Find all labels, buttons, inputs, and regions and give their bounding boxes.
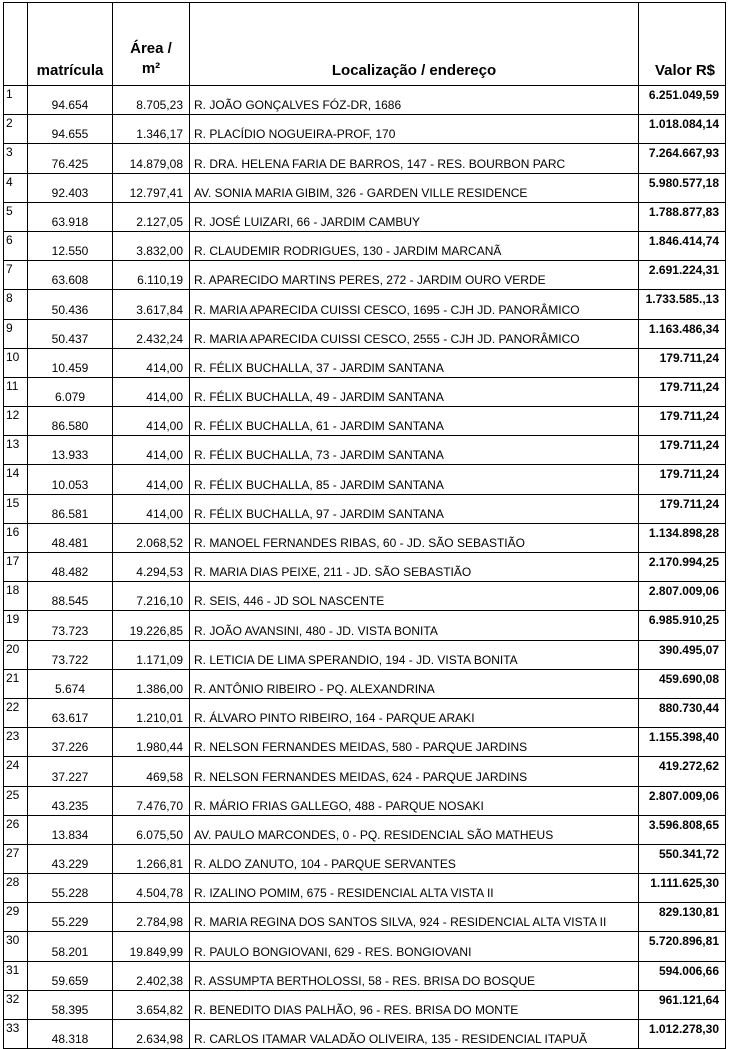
row-number: 3: [4, 144, 28, 173]
area-cell: 414,00: [113, 494, 190, 523]
table-row: [4, 961, 726, 990]
valor-cell: 179.711,24: [639, 377, 726, 406]
row-number: 23: [4, 728, 28, 757]
row-number: 7: [4, 261, 28, 290]
matricula-cell: 48.482: [28, 553, 113, 582]
localizacao-cell: R. MARIA APARECIDA CUISSI CESCO, 1695 - CJH JD. PANORÂMICO: [190, 290, 639, 319]
valor-cell: 179.711,24: [639, 494, 726, 523]
area-cell: 1.346,17: [113, 115, 190, 144]
table-row: [4, 86, 726, 115]
matricula-cell: 50.436: [28, 290, 113, 319]
row-number: 4: [4, 173, 28, 202]
row-number: 27: [4, 844, 28, 873]
table-row: [4, 669, 726, 698]
matricula-cell: 58.201: [28, 932, 113, 961]
table-row: [4, 436, 726, 465]
table-row: [4, 786, 726, 815]
row-number: 1: [4, 86, 28, 115]
matricula-cell: 10.053: [28, 465, 113, 494]
row-number: 2: [4, 115, 28, 144]
valor-cell: 594.006,66: [639, 961, 726, 990]
valor-cell: 1.018.084,14: [639, 115, 726, 144]
area-cell: 2.068,52: [113, 523, 190, 552]
matricula-cell: 13.933: [28, 436, 113, 465]
localizacao-cell: R. MÁRIO FRIAS GALLEGO, 488 - PARQUE NOSAKI: [190, 786, 639, 815]
area-cell: 2.402,38: [113, 961, 190, 990]
area-cell: 3.832,00: [113, 231, 190, 260]
localizacao-cell: AV. PAULO MARCONDES, 0 - PQ. RESIDENCIAL SÃO MATHEUS: [190, 815, 639, 844]
row-number: 13: [4, 436, 28, 465]
header-valor: Valor R$: [639, 3, 726, 86]
area-cell: 1.980,44: [113, 728, 190, 757]
matricula-cell: 94.655: [28, 115, 113, 144]
valor-cell: 5.720.896,81: [639, 932, 726, 961]
matricula-cell: 59.659: [28, 961, 113, 990]
row-number: 20: [4, 640, 28, 669]
localizacao-cell: R. FÉLIX BUCHALLA, 49 - JARDIM SANTANA: [190, 377, 639, 406]
matricula-cell: 43.229: [28, 844, 113, 873]
area-cell: 414,00: [113, 465, 190, 494]
matricula-cell: 10.459: [28, 348, 113, 377]
row-number: 11: [4, 377, 28, 406]
table-row: [4, 319, 726, 348]
matricula-cell: 76.425: [28, 144, 113, 173]
localizacao-cell: R. IZALINO POMIM, 675 - RESIDENCIAL ALTA VISTA II: [190, 874, 639, 903]
area-cell: 19.226,85: [113, 611, 190, 640]
table-row: [4, 815, 726, 844]
localizacao-cell: R. JOSÉ LUIZARI, 66 - JARDIM CAMBUY: [190, 202, 639, 231]
localizacao-cell: R. CLAUDEMIR RODRIGUES, 130 - JARDIM MARCANÃ: [190, 231, 639, 260]
matricula-cell: 73.722: [28, 640, 113, 669]
valor-cell: 961.121,64: [639, 990, 726, 1019]
area-cell: 1.266,81: [113, 844, 190, 873]
matricula-cell: 12.550: [28, 231, 113, 260]
localizacao-cell: R. JOÃO GONÇALVES FÓZ-DR, 1686: [190, 86, 639, 115]
row-number: 5: [4, 202, 28, 231]
area-cell: 414,00: [113, 407, 190, 436]
valor-cell: 829.130,81: [639, 903, 726, 932]
table-row: [4, 990, 726, 1019]
localizacao-cell: R. MARIA REGINA DOS SANTOS SILVA, 924 - RESIDENCIAL ALTA VISTA II: [190, 903, 639, 932]
row-number: 16: [4, 523, 28, 552]
matricula-cell: 50.437: [28, 319, 113, 348]
valor-cell: 179.711,24: [639, 465, 726, 494]
valor-cell: 2.807.009,06: [639, 582, 726, 611]
row-number: 8: [4, 290, 28, 319]
valor-cell: 1.163.486,34: [639, 319, 726, 348]
row-number: 9: [4, 319, 28, 348]
table-row: [4, 582, 726, 611]
matricula-cell: 92.403: [28, 173, 113, 202]
localizacao-cell: R. MARIA APARECIDA CUISSI CESCO, 2555 - CJH JD. PANORÂMICO: [190, 319, 639, 348]
localizacao-cell: R. ASSUMPTA BERTHOLOSSI, 58 - RES. BRISA DO BOSQUE: [190, 961, 639, 990]
area-cell: 19.849,99: [113, 932, 190, 961]
valor-cell: 6.251.049,59: [639, 86, 726, 115]
table-row: [4, 844, 726, 873]
table-row: [4, 115, 726, 144]
area-cell: 2.432,24: [113, 319, 190, 348]
area-cell: 3.617,84: [113, 290, 190, 319]
localizacao-cell: R. NELSON FERNANDES MEIDAS, 580 - PARQUE JARDINS: [190, 728, 639, 757]
table-row: [4, 874, 726, 903]
area-cell: 2.634,98: [113, 1020, 190, 1049]
table-body: [4, 86, 726, 1049]
localizacao-cell: R. NELSON FERNANDES MEIDAS, 624 - PARQUE JARDINS: [190, 757, 639, 786]
matricula-cell: 48.318: [28, 1020, 113, 1049]
area-cell: 2.127,05: [113, 202, 190, 231]
matricula-cell: 6.079: [28, 377, 113, 406]
row-number: 29: [4, 903, 28, 932]
matricula-cell: 37.226: [28, 728, 113, 757]
valor-cell: 3.596.808,65: [639, 815, 726, 844]
matricula-cell: 86.580: [28, 407, 113, 436]
valor-cell: 459.690,08: [639, 669, 726, 698]
header-localizacao: Localização / endereço: [190, 3, 639, 86]
matricula-cell: 58.395: [28, 990, 113, 1019]
matricula-cell: 63.608: [28, 261, 113, 290]
table-row: [4, 494, 726, 523]
header-area: [113, 3, 190, 86]
valor-cell: 1.733.585.,13: [639, 290, 726, 319]
localizacao-cell: R. ALDO ZANUTO, 104 - PARQUE SERVANTES: [190, 844, 639, 873]
table-row: [4, 728, 726, 757]
matricula-cell: 43.235: [28, 786, 113, 815]
localizacao-cell: R. FÉLIX BUCHALLA, 37 - JARDIM SANTANA: [190, 348, 639, 377]
localizacao-cell: AV. SONIA MARIA GIBIM, 326 - GARDEN VILLE RESIDENCE: [190, 173, 639, 202]
localizacao-cell: R. MARIA DIAS PEIXE, 211 - JD. SÃO SEBASTIÃO: [190, 553, 639, 582]
table-row: [4, 377, 726, 406]
table-row: [4, 903, 726, 932]
valor-cell: 1.111.625,30: [639, 874, 726, 903]
row-number: 24: [4, 757, 28, 786]
row-number: 31: [4, 961, 28, 990]
valor-cell: 179.711,24: [639, 436, 726, 465]
localizacao-cell: R. LETICIA DE LIMA SPERANDIO, 194 - JD. VISTA BONITA: [190, 640, 639, 669]
table-row: [4, 261, 726, 290]
localizacao-cell: R. DRA. HELENA FARIA DE BARROS, 147 - RES. BOURBON PARC: [190, 144, 639, 173]
localizacao-cell: R. ANTÔNIO RIBEIRO - PQ. ALEXANDRINA: [190, 669, 639, 698]
table-row: [4, 290, 726, 319]
localizacao-cell: R. FÉLIX BUCHALLA, 97 - JARDIM SANTANA: [190, 494, 639, 523]
valor-cell: 1.012.278,30: [639, 1020, 726, 1049]
row-number: 18: [4, 582, 28, 611]
property-table: [3, 2, 726, 1049]
table-row: [4, 698, 726, 727]
row-number: 30: [4, 932, 28, 961]
area-cell: 4.294,53: [113, 553, 190, 582]
area-cell: 4.504,78: [113, 874, 190, 903]
localizacao-cell: R. BENEDITO DIAS PALHÃO, 96 - RES. BRISA DO MONTE: [190, 990, 639, 1019]
row-number: 28: [4, 874, 28, 903]
valor-cell: 550.341,72: [639, 844, 726, 873]
row-number: 22: [4, 698, 28, 727]
valor-cell: 1.134.898,28: [639, 523, 726, 552]
header-area-line1: Área /: [130, 40, 172, 57]
area-cell: 6.110,19: [113, 261, 190, 290]
area-cell: 7.216,10: [113, 582, 190, 611]
localizacao-cell: R. CARLOS ITAMAR VALADÃO OLIVEIRA, 135 - RESIDENCIAL ITAPUÃ: [190, 1020, 639, 1049]
matricula-cell: 37.227: [28, 757, 113, 786]
area-cell: 12.797,41: [113, 173, 190, 202]
valor-cell: 1.846.414,74: [639, 231, 726, 260]
localizacao-cell: R. PLACÍDIO NOGUEIRA-PROF, 170: [190, 115, 639, 144]
localizacao-cell: R. ÁLVARO PINTO RIBEIRO, 164 - PARQUE ARAKI: [190, 698, 639, 727]
localizacao-cell: R. FÉLIX BUCHALLA, 73 - JARDIM SANTANA: [190, 436, 639, 465]
matricula-cell: 55.228: [28, 874, 113, 903]
matricula-cell: 48.481: [28, 523, 113, 552]
matricula-cell: 88.545: [28, 582, 113, 611]
area-cell: 1.386,00: [113, 669, 190, 698]
table-row: [4, 611, 726, 640]
row-number: 17: [4, 553, 28, 582]
header-area-line2: m²: [141, 60, 161, 77]
valor-cell: 2.691.224,31: [639, 261, 726, 290]
area-cell: 1.210,01: [113, 698, 190, 727]
valor-cell: 880.730,44: [639, 698, 726, 727]
valor-cell: 2.170.994,25: [639, 553, 726, 582]
area-cell: 1.171,09: [113, 640, 190, 669]
header-matricula: matrícula: [28, 3, 113, 86]
matricula-cell: 94.654: [28, 86, 113, 115]
localizacao-cell: R. MANOEL FERNANDES RIBAS, 60 - JD. SÃO SEBASTIÃO: [190, 523, 639, 552]
table-row: [4, 202, 726, 231]
matricula-cell: 55.229: [28, 903, 113, 932]
valor-cell: 2.807.009,06: [639, 786, 726, 815]
matricula-cell: 86.581: [28, 494, 113, 523]
valor-cell: 179.711,24: [639, 348, 726, 377]
area-cell: 469,58: [113, 757, 190, 786]
row-number: 33: [4, 1020, 28, 1049]
valor-cell: 390.495,07: [639, 640, 726, 669]
table-row: [4, 553, 726, 582]
table-row: [4, 1020, 726, 1049]
area-cell: 3.654,82: [113, 990, 190, 1019]
table-row: [4, 348, 726, 377]
table-row: [4, 231, 726, 260]
localizacao-cell: R. FÉLIX BUCHALLA, 85 - JARDIM SANTANA: [190, 465, 639, 494]
area-cell: 2.784,98: [113, 903, 190, 932]
area-cell: 6.075,50: [113, 815, 190, 844]
area-cell: 414,00: [113, 436, 190, 465]
valor-cell: 419.272,62: [639, 757, 726, 786]
row-number: 12: [4, 407, 28, 436]
valor-cell: 1.155.398,40: [639, 728, 726, 757]
localizacao-cell: R. SEIS, 446 - JD SOL NASCENTE: [190, 582, 639, 611]
area-cell: 8.705,23: [113, 86, 190, 115]
valor-cell: 5.980.577,18: [639, 173, 726, 202]
row-number: 14: [4, 465, 28, 494]
area-cell: 414,00: [113, 377, 190, 406]
table-row: [4, 640, 726, 669]
row-number: 26: [4, 815, 28, 844]
table-row: [4, 932, 726, 961]
localizacao-cell: R. PAULO BONGIOVANI, 629 - RES. BONGIOVANI: [190, 932, 639, 961]
localizacao-cell: R. FÉLIX BUCHALLA, 61 - JARDIM SANTANA: [190, 407, 639, 436]
header-num: [4, 3, 28, 86]
table-row: [4, 523, 726, 552]
table-row: [4, 757, 726, 786]
matricula-cell: 63.617: [28, 698, 113, 727]
valor-cell: 6.985.910,25: [639, 611, 726, 640]
localizacao-cell: R. JOÃO AVANSINI, 480 - JD. VISTA BONITA: [190, 611, 639, 640]
header-row: [4, 3, 726, 86]
row-number: 6: [4, 231, 28, 260]
row-number: 32: [4, 990, 28, 1019]
area-cell: 7.476,70: [113, 786, 190, 815]
matricula-cell: 13.834: [28, 815, 113, 844]
table-row: [4, 144, 726, 173]
localizacao-cell: R. APARECIDO MARTINS PERES, 272 - JARDIM OURO VERDE: [190, 261, 639, 290]
matricula-cell: 63.918: [28, 202, 113, 231]
table-row: [4, 173, 726, 202]
table-row: [4, 407, 726, 436]
row-number: 25: [4, 786, 28, 815]
row-number: 15: [4, 494, 28, 523]
area-cell: 14.879,08: [113, 144, 190, 173]
row-number: 19: [4, 611, 28, 640]
valor-cell: 179.711,24: [639, 407, 726, 436]
valor-cell: 7.264.667,93: [639, 144, 726, 173]
matricula-cell: 73.723: [28, 611, 113, 640]
table-row: [4, 465, 726, 494]
matricula-cell: 5.674: [28, 669, 113, 698]
row-number: 10: [4, 348, 28, 377]
area-cell: 414,00: [113, 348, 190, 377]
row-number: 21: [4, 669, 28, 698]
valor-cell: 1.788.877,83: [639, 202, 726, 231]
